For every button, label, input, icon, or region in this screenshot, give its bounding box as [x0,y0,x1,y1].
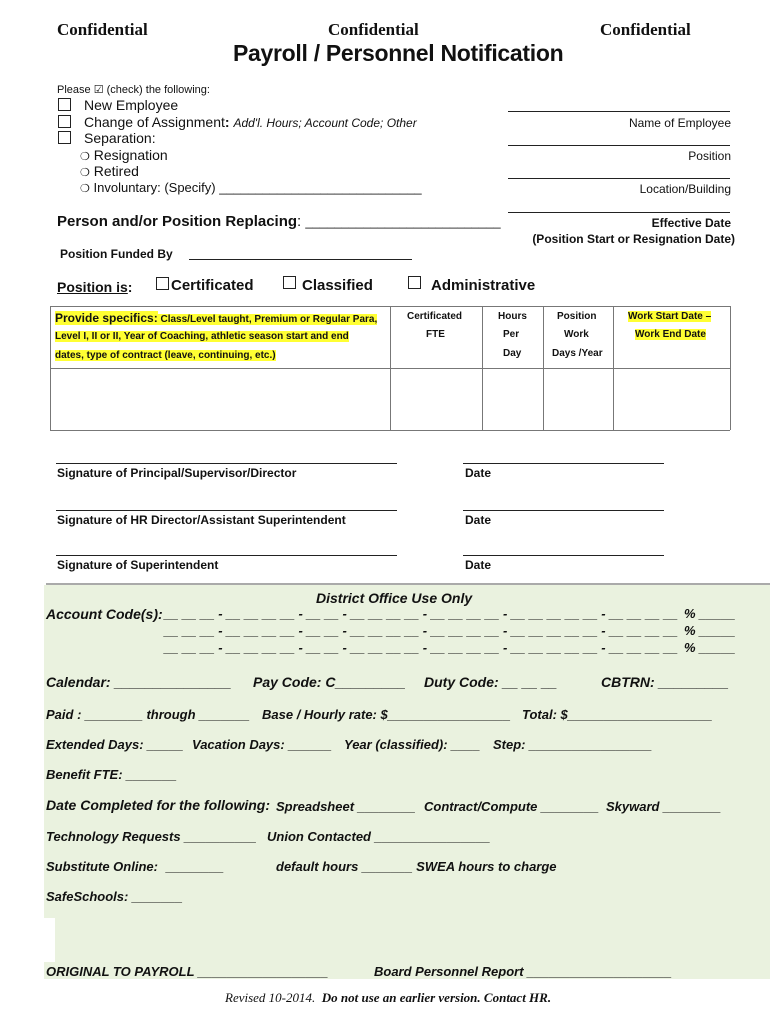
duty-code-field[interactable]: Duty Code: __ __ __ [424,674,558,690]
principal-signature-label: Signature of Principal/Supervisor/Director [57,466,297,480]
change-of-assignment-checkbox[interactable] [58,115,71,128]
radio-icon: ❍ [80,151,90,163]
position-label: Position [688,149,731,163]
col-day: Day [503,348,522,359]
confidential-right: Confidential [600,20,691,39]
resignation-label: Resignation [93,147,168,163]
separation-label: Separation: [84,130,156,146]
extended-days-field[interactable]: Extended Days: _____ [46,737,184,752]
replacing-line[interactable]: ___________________________ [305,214,501,229]
effective-date-label: Effective Date [651,216,731,230]
account-percent-1[interactable]: % _____ [684,606,736,621]
check-icon: ☑ [93,84,104,96]
hours-per-day-input-cell[interactable] [483,369,542,429]
superintendent-signature-line[interactable] [56,555,397,556]
account-percent-3[interactable]: % _____ [684,640,736,655]
position-funded-by-label: Position Funded By [60,247,173,261]
fte-input-cell[interactable] [391,369,481,429]
form-title: Payroll / Personnel Notification [233,40,564,66]
account-codes-label: Account Code(s): [46,606,163,622]
hr-date-line[interactable] [463,510,664,511]
cbtrn-field[interactable]: CBTRN: _________ [601,674,729,690]
superintendent-date-line[interactable] [463,555,664,556]
col-work-end: Work End Date [635,329,706,340]
col-per: Per [503,329,520,340]
default-hours-field[interactable]: default hours _______ SWEA hours to charge [276,859,557,874]
involuntary-option[interactable] [80,180,422,195]
confidential-center: Confidential [328,20,419,39]
account-code-line-1[interactable]: __ __ __ - __ __ __ __ - __ __ - __ __ __ __ - __ __ __ __ - __ __ __ __ __ - __ __ __ __ [164,606,678,621]
administrative-label: Administrative [431,277,536,294]
employee-name-line[interactable] [508,111,730,112]
total-field[interactable]: Total: $____________________ [522,707,713,722]
revised-date: Revised 10-2014. [225,990,316,1005]
spreadsheet-field[interactable]: Spreadsheet ________ [276,799,416,814]
benefit-fte-field[interactable]: Benefit FTE: _______ [46,767,177,782]
location-line[interactable] [508,178,730,179]
superintendent-date-label: Date [465,558,492,572]
location-building-label: Location/Building [639,182,731,196]
please-suffix: (check) the following: [106,84,210,96]
substitute-online-line[interactable]: ________ [166,859,224,874]
hr-signature-label: Signature of HR Director/Assistant Superintendent [57,513,346,527]
account-code-line-2[interactable]: __ __ __ - __ __ __ __ - __ __ - __ __ __ __ - __ __ __ __ - __ __ __ __ __ - __ __ __ __ [164,623,678,638]
classified-checkbox[interactable] [283,276,296,289]
name-of-employee-label: Name of Employee [628,116,731,130]
original-to-payroll-field[interactable]: ORIGINAL TO PAYROLL __________________ [46,964,329,979]
position-is-label: Position is [57,279,128,295]
new-employee-checkbox[interactable] [58,98,71,111]
union-contacted-field[interactable]: Union Contacted ________________ [267,829,491,844]
provide-specifics-line3: dates, type of contract (leave, continuing, etc.) [55,350,276,361]
superintendent-signature-label: Signature of Superintendent [57,558,219,572]
position-line[interactable] [508,145,730,146]
provide-specifics-line1: Provide specifics: Class/Level taught, Premium or Regular Para, [55,311,378,325]
change-of-assignment-row: Change of Assignment: Add'l. Hours; Account Code; Other [84,114,417,130]
col-position: Position [557,311,597,322]
paid-through-field[interactable]: Paid : ________ through _______ [46,707,250,722]
date-completed-label: Date Completed for the following: [46,797,270,813]
board-personnel-report-field[interactable]: Board Personnel Report ____________________ [374,964,672,979]
work-days-input-cell[interactable] [544,369,612,429]
calendar-field[interactable]: Calendar: _______________ [46,674,232,690]
retired-option[interactable] [80,163,139,179]
revision-footer [225,990,551,1006]
change-of-assignment-label: Change of Assignment [84,114,225,130]
col-fte: FTE [426,329,445,340]
administrative-checkbox[interactable] [408,276,421,289]
base-rate-field[interactable]: Base / Hourly rate: $_________________ [262,707,511,722]
certificated-label: Certificated [171,277,254,294]
account-percent-2[interactable]: % _____ [684,623,736,638]
contract-compute-field[interactable]: Contract/Compute ________ [424,799,599,814]
revision-warning: Do not use an earlier version. Contact HR. [321,990,552,1005]
pay-code-field[interactable]: Pay Code: C_________ [253,674,406,690]
step-field[interactable]: Step: _________________ [493,737,653,752]
technology-requests-field[interactable]: Technology Requests __________ [46,829,257,844]
col-work-start: Work Start Date – [628,311,712,322]
substitute-online-label: Substitute Online: [46,859,158,874]
skyward-field[interactable]: Skyward ________ [606,799,721,814]
separation-checkbox[interactable] [58,131,71,144]
principal-date-label: Date [465,466,492,480]
district-section-gap [44,918,55,962]
col-days-year: Days /Year [552,348,603,359]
radio-icon: ❍ [80,167,90,179]
district-office-heading: District Office Use Only [316,590,473,606]
resignation-option[interactable] [80,147,168,163]
effective-date-line[interactable] [508,212,730,213]
account-code-line-3[interactable]: __ __ __ - __ __ __ __ - __ __ - __ __ __ __ - __ __ __ __ - __ __ __ __ __ - __ __ __ __ [164,640,678,655]
provide-specifics-label: Provide specifics: [55,311,158,325]
vacation-days-field[interactable]: Vacation Days: ______ [192,737,332,752]
please-check-instruction [57,83,210,96]
replacing-label: Person and/or Position Replacing [57,213,298,230]
hr-signature-line[interactable] [56,510,397,511]
principal-signature-line[interactable] [56,463,397,464]
involuntary-label: Involuntary: (Specify) ____________________________ [93,180,422,195]
col-certificated: Certificated [407,311,463,322]
classified-label: Classified [302,277,373,294]
col-hours: Hours [498,311,527,322]
specifics-input-cell[interactable] [51,369,389,429]
work-dates-input-cell[interactable] [614,369,729,429]
certificated-checkbox[interactable] [156,277,169,290]
retired-label: Retired [93,163,139,179]
replacing-row: Person and/or Position Replacing: ___________________________ [57,213,501,230]
change-of-assignment-note: Add'l. Hours; Account Code; Other [233,116,417,130]
year-classified-field[interactable]: Year (classified): ____ [344,737,481,752]
col-work: Work [564,329,589,340]
hr-date-label: Date [465,513,492,527]
radio-icon: ❍ [80,183,90,195]
provide-specifics-line2: Level I, II or II, Year of Coaching, athletic season start and end [55,331,349,342]
confidential-left: Confidential [57,20,148,39]
position-funded-by-line[interactable] [189,259,412,260]
effective-date-note: (Position Start or Resignation Date) [532,232,735,246]
please-prefix: Please [57,84,91,96]
position-is-row: Position is: [57,279,133,295]
safeschools-field[interactable]: SafeSchools: _______ [46,889,183,904]
new-employee-label: New Employee [84,97,179,113]
principal-date-line[interactable] [463,463,664,464]
